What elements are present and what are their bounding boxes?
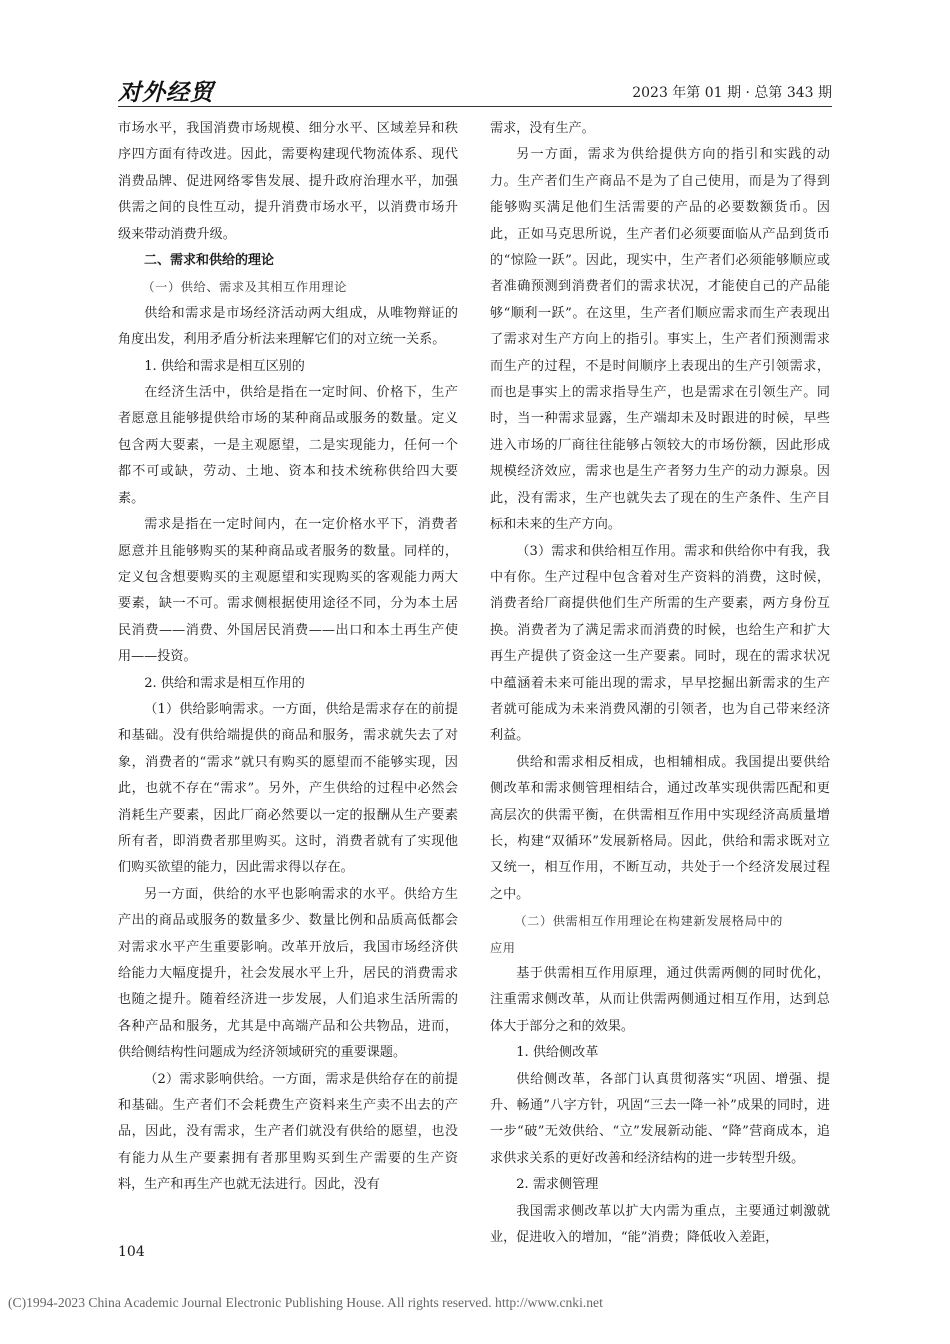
paragraph: 另一方面，供给的水平也影响需求的水平。供给方生产出的商品或服务的数量多少、数量比例和品质高低都会对需求水平产生重要影响。改革开放后，我国市场经济供给能力大幅度提升，社会发展水平上升，居民的消费需求也随之提升。随着经济进一步发展，人们追求生活所需的各种产品和服务，尤其是中高端产品和公共物品，进而，供给侧结构性问题成为经济领域研究的重要课题。 [118, 886, 458, 1061]
numbered-heading: 1. 供给和需求是相互区别的 [144, 358, 305, 374]
subsection-heading: （一）供给、需求及其相互作用理论 [142, 280, 347, 295]
numbered-heading: 1. 供给侧改革 [516, 1045, 599, 1061]
paragraph: 另一方面，需求为供给提供方向的指引和实践的动力。生产者们生产商品不是为了自己使用，而是为了得到能够购买满足他们生活需要的产品的必要数额货币。因此，正如马克思所说，生产者们必须要面临从产品到货币的“惊险一跃”。因此，现实中，生产者们必须能够顺应或者准确预测到消费者们的需求状况，才能使自己的产品能够“顺利一跃”。在这里，生产者们顺应需求而生产表现出了需求对生产方向上的指引。事实上，生产者们预测需求而生产的过程，不是时间顺序上表现出的生产引领需求，而也是事实上的需求指导生产，也是需求在引领生产。同时，当一种需求显露，生产端却未及时跟进的时候，早些进入市场的厂商往往能够占领较大的市场份额，因此形成规模经济效应，需求也是生产者努力生产的动力源泉。因此，没有需求，生产也就失去了现在的生产条件、生产目标和未来的生产方向。 [490, 147, 830, 533]
page-number: 104 [118, 1244, 145, 1260]
paragraph: 供给和需求是市场经济活动两大组成，从唯物辩证的角度出发，利用矛盾分析法来理解它们的对立统一关系。 [118, 305, 458, 348]
paragraph: 供给和需求相反相成，也相辅相成。我国提出要供给侧改革和需求侧管理相结合，通过改革实现供需匹配和更高层次的供需平衡，在供需相互作用中实现经济高质量增长，构建“双循环”发展新格局。因此，供给和需求既对立又统一，相互作用，不断互动，共处于一个经济发展过程之中。 [490, 754, 830, 902]
page-header [118, 74, 832, 104]
header-rule [118, 106, 832, 107]
paragraph: 市场水平，我国消费市场规模、细分水平、区域差异和秩序四方面有待改进。因此，需要构建现代物流体系、现代消费品牌、促进网络零售发展、提升政府治理水平，加强供需之间的良性互动，提升消费市场水平，以消费市场升级来带动消费升级。 [118, 121, 458, 242]
numbered-heading: 2. 供给和需求是相互作用的 [144, 675, 305, 691]
subsection-heading: （二）供需相互作用理论在构建新发展格局中的 [514, 914, 783, 929]
numbered-heading: 2. 需求侧管理 [516, 1177, 599, 1193]
paragraph: 供给侧改革，各部门认真贯彻落实“巩固、增强、提升、畅通”八字方针，巩固“三去一降一补”成果的同时，进一步“破”无效供给、“立”发展新动能、“降”营商成本，追求供求关系的更好改善和经济结构的进一步转型升级。 [490, 1071, 830, 1166]
paragraph: （1）供给影响需求。一方面，供给是需求存在的前提和基础。没有供给端提供的商品和服务，需求就失去了对象，消费者的“需求”就只有购买的愿望而不能够实现，因此，也就不存在“需求”。另外，产生供给的过程中必然会消耗生产要素，因此厂商必然要以一定的报酬从生产要素所有者，即消费者那里购买。这时，消费者就有了实现他们购买欲望的能力，因此需求得以存在。 [118, 701, 458, 876]
paragraph: 基于供需相互作用原理，通过供需两侧的同时优化，注重需求侧改革，从而让供需两侧通过相互作用，达到总体大于部分之和的效果。 [490, 966, 830, 1034]
left-column [118, 116, 458, 1199]
paragraph: 需求，没有生产。 [490, 121, 595, 136]
paragraph: 在经济生活中，供给是指在一定时间、价格下，生产者愿意且能够提供给市场的某种商品或服务的数量。定义包含两大要素，一是主观愿望，二是实现能力，任何一个都不可或缺，劳动、土地、资本和技术统称供给四大要素。 [118, 385, 458, 506]
paragraph: （2）需求影响供给。一方面，需求是供给存在的前提和基础。生产者们不会耗费生产资料来生产卖不出去的产品，因此，没有需求，生产者们就没有供给的愿望，也没有能力从生产要素拥有者那里购买到生产需要的生产资料，生产和再生产也就无法进行。因此，没有 [118, 1071, 458, 1193]
journal-logo: 对外经贸 [118, 80, 214, 106]
subsection-heading-continued: 应用 [490, 940, 516, 955]
paragraph: 需求是指在一定时间内，在一定价格水平下，消费者愿意并且能够购买的某种商品或者服务的数量。同样的，定义包含想要购买的主观愿望和实现购买的客观能力两大要素，缺一不可。需求侧根据使用途径不同，分为本土居民消费——消费、外国居民消费——出口和本土再生产使用——投资。 [118, 517, 458, 665]
issue-info: 2023 年第 01 期 · 总第 343 期 [632, 85, 832, 101]
copyright-footer: (C)1994-2023 China Academic Journal Electronic Publishing House. All rights reserved. http://www.cnki.net [8, 1295, 603, 1310]
right-column [490, 116, 830, 1251]
section-heading: 二、需求和供给的理论 [144, 253, 275, 269]
paragraph: 我国需求侧改革以扩大内需为重点，主要通过刺激就业，促进收入的增加，“能”消费；降低收入差距， [490, 1203, 830, 1246]
paragraph: （3）需求和供给相互作用。需求和供给你中有我，我中有你。生产过程中包含着对生产资料的消费，这时候，消费者给厂商提供他们生产所需的生产要素，两方身份互换。消费者为了满足需求而消费的时候，也给生产和扩大再生产提供了资金这一生产要素。同时，现在的需求状况中蕴涵着未来可能出现的需求，早早挖掘出新需求的生产者就可能成为未来消费风潮的引领者，也为自己带来经济利益。 [490, 543, 830, 744]
